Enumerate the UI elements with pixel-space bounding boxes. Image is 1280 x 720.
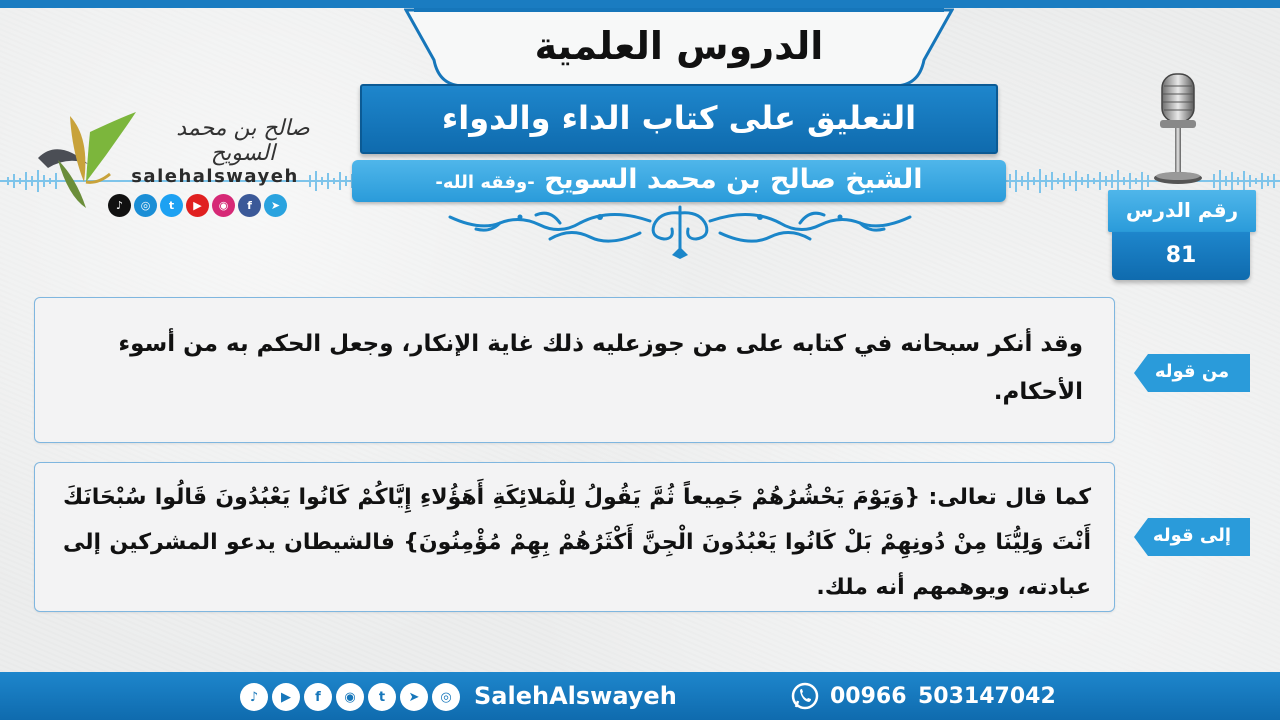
lesson-label-box <box>1108 190 1256 232</box>
sheikh-dua: -وفقه الله- <box>435 172 535 193</box>
whatsapp-icon[interactable] <box>790 681 820 711</box>
from-label: من قوله <box>1154 361 1230 382</box>
lesson-number-box <box>1112 232 1250 280</box>
twitter-icon[interactable]: t <box>160 194 183 217</box>
lesson-number: 81 <box>1165 243 1197 268</box>
from-passage-box <box>34 297 1115 443</box>
telegram-icon[interactable]: ➤ <box>400 683 428 711</box>
instagram-icon[interactable]: ◉ <box>212 194 235 217</box>
series-title: الدروس العلمية <box>534 24 824 68</box>
book-title-banner <box>360 84 998 154</box>
tiktok-icon[interactable]: ♪ <box>240 683 268 711</box>
sheikh-banner <box>352 160 1006 202</box>
to-passage-text: كما قال تعالى: {وَيَوْمَ يَحْشُرُهُمْ جَمِيعاً ثُمَّ يَقُولُ لِلْمَلائِكَةِ أَهَؤُلاءِ إِيَّاكُمْ كَانُوا يَعْبُدُونَ قَالُوا سُبْحَانَكَ أَنْتَ وَلِيُّنَا مِنْ دُونِهِمْ بَلْ كَانُوا يَعْبُدُونَ الْجِنَّ أَكْثَرُهُمْ بِهِمْ مُؤْمِنُونَ} فالشيطان يدعو المشركين إلى عبادته، ويوهمهم أنه ملك. <box>63 485 1091 600</box>
website-icon[interactable]: ◎ <box>432 683 460 711</box>
logo-signature: صالح بن محمد السويح <box>176 116 310 166</box>
website-icon[interactable]: ◎ <box>134 194 157 217</box>
to-passage-box <box>34 462 1115 612</box>
youtube-icon[interactable]: ▶ <box>272 683 300 711</box>
from-label-tag <box>1134 354 1250 392</box>
logo-name: salehalswayeh <box>131 166 299 187</box>
footer-bar <box>0 672 1280 720</box>
book-title: التعليق على كتاب الداء والدواء <box>441 99 917 137</box>
footer-handle: SalehAlswayeh <box>474 682 677 710</box>
logo-social-icons <box>108 194 287 217</box>
youtube-icon[interactable]: ▶ <box>186 194 209 217</box>
twitter-icon[interactable]: t <box>368 683 396 711</box>
to-label: إلى قوله <box>1152 525 1232 546</box>
tiktok-icon[interactable]: ♪ <box>108 194 131 217</box>
facebook-icon[interactable]: f <box>238 194 261 217</box>
sheikh-name-line <box>352 164 1006 195</box>
to-label-tag <box>1134 518 1250 556</box>
telegram-icon[interactable]: ➤ <box>264 194 287 217</box>
instagram-icon[interactable]: ◉ <box>336 683 364 711</box>
microphone-icon <box>1146 70 1210 190</box>
channel-logo <box>28 108 308 220</box>
footer-social-icons <box>240 683 460 711</box>
footer-country-code: 00966 <box>830 684 907 709</box>
lesson-label: رقم الدرس <box>1125 198 1239 222</box>
sheikh-name: الشيخ صالح بن محمد السويح <box>544 164 923 195</box>
top-accent-bar <box>0 0 1280 8</box>
footer-phone: 503147042 <box>918 684 1056 709</box>
facebook-icon[interactable]: f <box>304 683 332 711</box>
series-title-tab <box>404 8 954 88</box>
from-passage-text: وقد أنكر سبحانه في كتابه على من جوزعليه ذلك غاية الإنكار، وجعل الحكم به من أسوء الأحكام. <box>118 331 1083 405</box>
decorative-ornament <box>440 203 920 259</box>
